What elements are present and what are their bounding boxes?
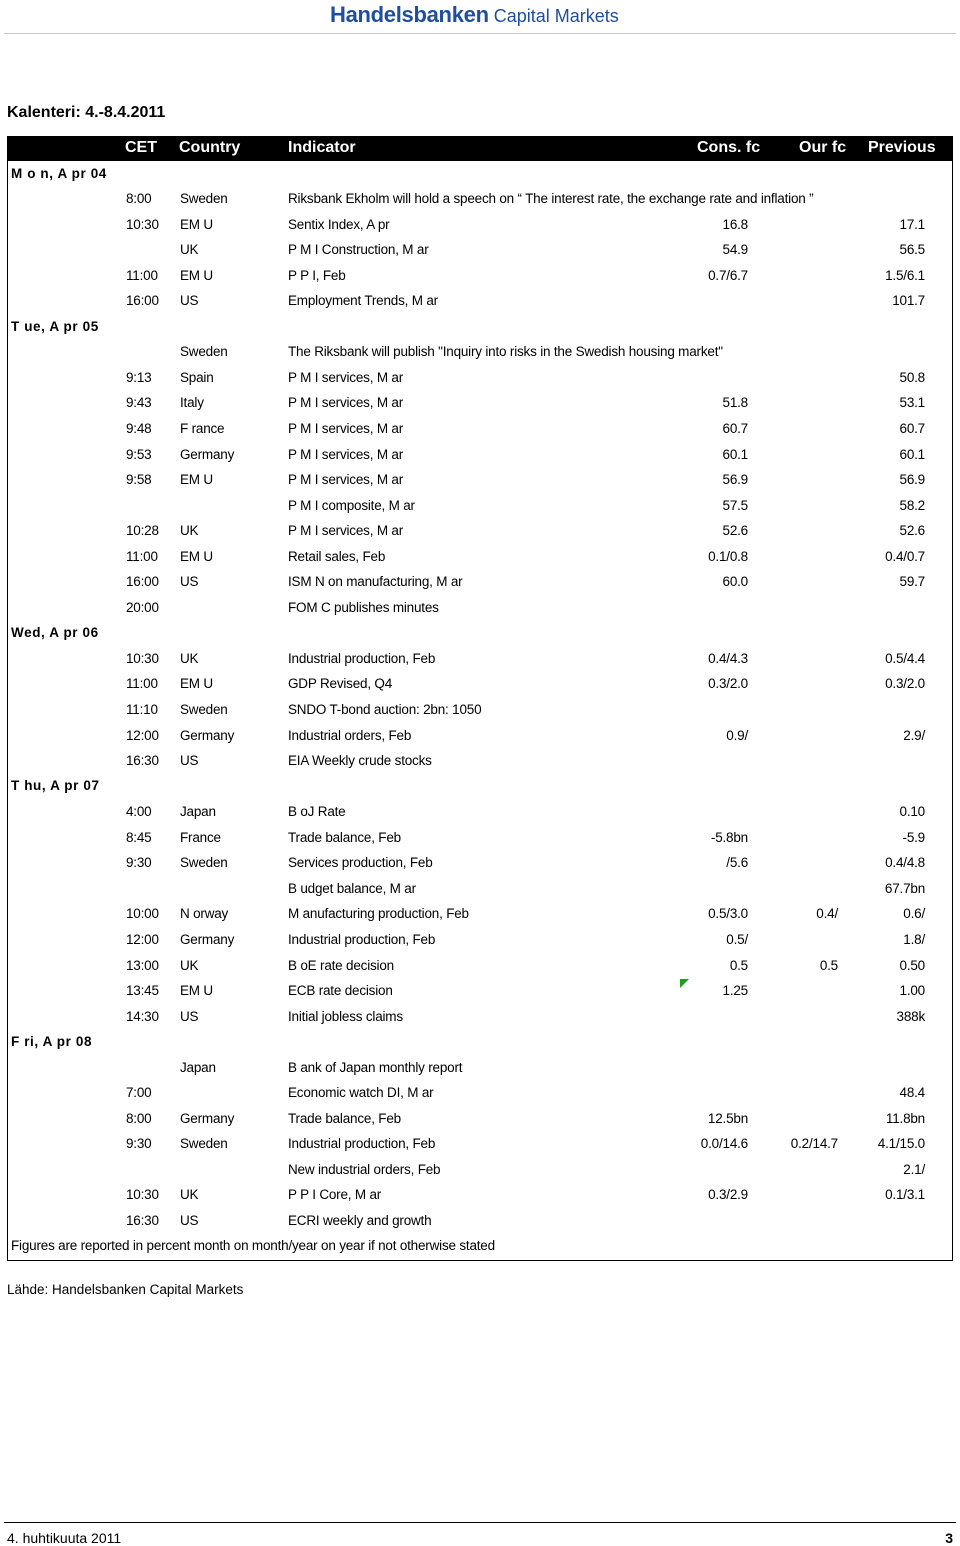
cell-indicator: SNDO T-bond auction: 2bn: 1050 bbox=[288, 702, 482, 717]
cell-cet: 13:00 bbox=[126, 958, 159, 973]
cell-country: US bbox=[180, 293, 199, 308]
footer-date: 4. huhtikuuta 2011 bbox=[7, 1530, 122, 1546]
cell-our-fc: 0.5 bbox=[819, 958, 838, 973]
cell-cons-fc: 52.6 bbox=[722, 523, 748, 538]
cell-cons-fc: 60.7 bbox=[722, 421, 748, 436]
cell-cet: 10:28 bbox=[126, 523, 159, 538]
cell-cons-fc: /5.6 bbox=[726, 855, 748, 870]
cell-cons-fc: 0.4/4.3 bbox=[708, 651, 748, 666]
cell-country: Germany bbox=[180, 932, 235, 947]
cell-indicator: B oE rate decision bbox=[288, 958, 394, 973]
cell-cet: 14:30 bbox=[126, 1009, 159, 1024]
cell-indicator: Retail sales, Feb bbox=[288, 549, 386, 564]
cell-previous: 1.00 bbox=[899, 983, 925, 998]
cell-previous: 58.2 bbox=[899, 498, 925, 513]
cell-cet: 11:00 bbox=[126, 549, 158, 564]
cell-indicator: B udget balance, M ar bbox=[288, 881, 416, 896]
cell-indicator: Industrial orders, Feb bbox=[288, 728, 412, 743]
cell-cons-fc: 0.5 bbox=[729, 958, 748, 973]
cell-country: UK bbox=[180, 242, 199, 257]
cell-indicator: B ank of Japan monthly report bbox=[288, 1060, 463, 1075]
cell-our-fc: 0.2/14.7 bbox=[790, 1136, 838, 1151]
cell-previous: 4.1/15.0 bbox=[877, 1136, 925, 1151]
footnote: Figures are reported in percent month on month/year on year if not otherwise stated bbox=[11, 1238, 495, 1253]
cell-previous: 388k bbox=[896, 1009, 925, 1024]
cell-cet: 9:13 bbox=[126, 370, 152, 385]
cell-country: Germany bbox=[180, 447, 235, 462]
cell-previous: 2.9/ bbox=[903, 728, 925, 743]
cell-previous: 56.9 bbox=[899, 472, 925, 487]
cell-country: Sweden bbox=[180, 855, 228, 870]
cell-previous: 48.4 bbox=[899, 1085, 925, 1100]
cell-cons-fc: 16.8 bbox=[722, 217, 748, 232]
cell-indicator: Sentix Index, A pr bbox=[288, 217, 390, 232]
cell-cet: 12:00 bbox=[126, 728, 159, 743]
cell-previous: 67.7bn bbox=[884, 881, 925, 896]
cell-cons-fc: 0.5/ bbox=[726, 932, 748, 947]
cell-previous: 56.5 bbox=[899, 242, 925, 257]
cell-country: US bbox=[180, 574, 199, 589]
cell-cet: 10:30 bbox=[126, 1187, 159, 1202]
cell-cons-fc: -5.8bn bbox=[710, 830, 748, 845]
cell-country: UK bbox=[180, 523, 199, 538]
cell-cet: 10:30 bbox=[126, 217, 159, 232]
footer-divider bbox=[4, 1522, 956, 1523]
cell-country: N orway bbox=[180, 906, 229, 921]
cell-previous: 1.5/6.1 bbox=[885, 268, 925, 283]
cell-previous: 2.1/ bbox=[903, 1162, 925, 1177]
cell-cons-fc: 0.0/14.6 bbox=[700, 1136, 748, 1151]
cell-cet: 4:00 bbox=[126, 804, 152, 819]
cell-indicator: Services production, Feb bbox=[288, 855, 433, 870]
cell-country: EM U bbox=[180, 549, 213, 564]
cell-cet: 12:00 bbox=[126, 932, 159, 947]
cell-indicator: P M I services, M ar bbox=[288, 421, 404, 436]
cell-cons-fc: 57.5 bbox=[722, 498, 748, 513]
cell-previous: 59.7 bbox=[899, 574, 925, 589]
cell-country: Sweden bbox=[180, 702, 228, 717]
cell-cet: 16:30 bbox=[126, 753, 159, 768]
cell-cons-fc: 12.5bn bbox=[707, 1111, 748, 1126]
cell-cet: 10:30 bbox=[126, 651, 159, 666]
cell-previous: 0.4/4.8 bbox=[885, 855, 925, 870]
cell-previous: 53.1 bbox=[899, 395, 925, 410]
cell-previous: 60.1 bbox=[899, 447, 925, 462]
cell-cet: 9:43 bbox=[126, 395, 152, 410]
cell-indicator: P P I, Feb bbox=[288, 268, 346, 283]
cell-country: Sweden bbox=[180, 344, 228, 359]
page-number: 3 bbox=[945, 1530, 953, 1546]
cell-cet: 7:00 bbox=[126, 1085, 152, 1100]
cell-cons-fc: 0.5/3.0 bbox=[708, 906, 748, 921]
cell-cet: 8:00 bbox=[126, 191, 152, 206]
cell-cet: 9:30 bbox=[126, 1136, 152, 1151]
cell-cons-fc: 60.0 bbox=[722, 574, 748, 589]
cell-country: Japan bbox=[180, 804, 216, 819]
cell-country: Sweden bbox=[180, 191, 228, 206]
cell-cet: 13:45 bbox=[126, 983, 159, 998]
cell-cons-fc: 56.9 bbox=[722, 472, 748, 487]
cell-previous: 0.4/0.7 bbox=[885, 549, 925, 564]
cell-our-fc: 0.4/ bbox=[816, 906, 838, 921]
cell-previous: 0.10 bbox=[899, 804, 925, 819]
cell-indicator: Employment Trends, M ar bbox=[288, 293, 438, 308]
cell-indicator: Industrial production, Feb bbox=[288, 1136, 436, 1151]
cell-cet: 20:00 bbox=[126, 600, 159, 615]
cell-previous: 0.1/3.1 bbox=[885, 1187, 925, 1202]
cell-indicator: FOM C publishes minutes bbox=[288, 600, 439, 615]
column-header-indicator: Indicator bbox=[288, 139, 356, 156]
cell-country: UK bbox=[180, 651, 199, 666]
cell-country: Germany bbox=[180, 1111, 235, 1126]
cell-indicator: Riksbank Ekholm will hold a speech on “ The interest rate, the exchange rate and inflation ” bbox=[288, 191, 814, 206]
cell-cet: 9:58 bbox=[126, 472, 152, 487]
cell-cet: 16:00 bbox=[126, 293, 159, 308]
cell-cet: 9:53 bbox=[126, 447, 152, 462]
cell-indicator: Economic watch DI, M ar bbox=[288, 1085, 434, 1100]
cell-previous: 60.7 bbox=[899, 421, 925, 436]
cell-indicator: New industrial orders, Feb bbox=[288, 1162, 441, 1177]
cell-cons-fc: 0.1/0.8 bbox=[708, 549, 748, 564]
cell-previous: 0.6/ bbox=[903, 906, 925, 921]
cell-country: Sweden bbox=[180, 1136, 228, 1151]
day-label: M o n, A pr 04 bbox=[11, 166, 107, 181]
cell-country: US bbox=[180, 1213, 199, 1228]
cell-cons-fc: 0.3/2.0 bbox=[708, 676, 748, 691]
day-label: T hu, A pr 07 bbox=[11, 778, 100, 793]
cell-previous: -5.9 bbox=[902, 830, 925, 845]
cell-previous: 52.6 bbox=[899, 523, 925, 538]
brand-name: Handelsbanken bbox=[330, 2, 489, 27]
cell-indicator: ECRI weekly and growth bbox=[288, 1213, 432, 1228]
cell-previous: 17.1 bbox=[899, 217, 925, 232]
cell-country: UK bbox=[180, 1187, 199, 1202]
column-header-cons-fc: Cons. fc bbox=[697, 139, 761, 156]
cell-cons-fc: 54.9 bbox=[722, 242, 748, 257]
cell-cet: 10:00 bbox=[126, 906, 159, 921]
cell-cet: 8:00 bbox=[126, 1111, 152, 1126]
cell-country: Spain bbox=[180, 370, 214, 385]
cell-indicator: Initial jobless claims bbox=[288, 1009, 403, 1024]
cell-indicator: ISM N on manufacturing, M ar bbox=[288, 574, 463, 589]
cell-country: EM U bbox=[180, 983, 213, 998]
cell-indicator: Trade balance, Feb bbox=[288, 1111, 401, 1126]
cell-country: EM U bbox=[180, 268, 213, 283]
cell-country: France bbox=[180, 830, 221, 845]
comment-marker-icon bbox=[680, 979, 689, 988]
cell-previous: 0.5/4.4 bbox=[885, 651, 925, 666]
cell-country: EM U bbox=[180, 217, 213, 232]
column-header-previous: Previous bbox=[868, 139, 936, 156]
cell-country: US bbox=[180, 753, 199, 768]
cell-cet: 11:00 bbox=[126, 676, 158, 691]
day-label: Wed, A pr 06 bbox=[11, 625, 99, 640]
cell-previous: 0.50 bbox=[899, 958, 925, 973]
cell-cet: 9:30 bbox=[126, 855, 152, 870]
cell-cet: 16:30 bbox=[126, 1213, 159, 1228]
day-label: T ue, A pr 05 bbox=[11, 319, 99, 334]
column-header-our-fc: Our fc bbox=[799, 139, 847, 156]
cell-indicator: The Riksbank will publish "Inquiry into risks in the Swedish housing market" bbox=[288, 344, 723, 359]
cell-previous: 101.7 bbox=[892, 293, 925, 308]
cell-cons-fc: 0.9/ bbox=[726, 728, 748, 743]
cell-indicator: P P I Core, M ar bbox=[288, 1187, 382, 1202]
cell-cons-fc: 0.7/6.7 bbox=[708, 268, 748, 283]
cell-previous: 50.8 bbox=[899, 370, 925, 385]
cell-cet: 11:00 bbox=[126, 268, 158, 283]
brand-subtitle: Capital Markets bbox=[493, 6, 619, 26]
table-bottom-rule bbox=[7, 1260, 953, 1261]
cell-indicator: P M I Construction, M ar bbox=[288, 242, 429, 257]
cell-cons-fc: 0.3/2.9 bbox=[708, 1187, 748, 1202]
cell-indicator: P M I services, M ar bbox=[288, 395, 404, 410]
cell-indicator: P M I services, M ar bbox=[288, 523, 404, 538]
cell-country: Germany bbox=[180, 728, 235, 743]
cell-indicator: ECB rate decision bbox=[288, 983, 393, 998]
cell-indicator: Trade balance, Feb bbox=[288, 830, 401, 845]
cell-cet: 9:48 bbox=[126, 421, 152, 436]
column-header-cet: CET bbox=[125, 139, 157, 156]
column-header-country: Country bbox=[179, 139, 241, 156]
cell-country: US bbox=[180, 1009, 199, 1024]
cell-country: UK bbox=[180, 958, 199, 973]
cell-cons-fc: 60.1 bbox=[722, 447, 748, 462]
cell-indicator: Industrial production, Feb bbox=[288, 651, 436, 666]
cell-indicator: P M I services, M ar bbox=[288, 447, 404, 462]
cell-country: F rance bbox=[180, 421, 225, 436]
cell-country: Japan bbox=[180, 1060, 216, 1075]
cell-country: Italy bbox=[180, 395, 204, 410]
cell-country: EM U bbox=[180, 676, 213, 691]
cell-cons-fc: 51.8 bbox=[722, 395, 748, 410]
cell-cet: 8:45 bbox=[126, 830, 152, 845]
page-title: Kalenteri: 4.-8.4.2011 bbox=[7, 104, 166, 121]
cell-cet: 16:00 bbox=[126, 574, 159, 589]
cell-indicator: GDP Revised, Q4 bbox=[288, 676, 393, 691]
cell-previous: 1.8/ bbox=[903, 932, 925, 947]
cell-country: EM U bbox=[180, 472, 213, 487]
cell-cons-fc: 1.25 bbox=[722, 983, 748, 998]
cell-indicator: M anufacturing production, Feb bbox=[288, 906, 469, 921]
cell-cet: 11:10 bbox=[126, 702, 158, 717]
cell-indicator: B oJ Rate bbox=[288, 804, 346, 819]
cell-indicator: P M I services, M ar bbox=[288, 370, 404, 385]
day-label: F ri, A pr 08 bbox=[11, 1034, 93, 1049]
cell-previous: 11.8bn bbox=[885, 1111, 925, 1126]
cell-indicator: P M I composite, M ar bbox=[288, 498, 415, 513]
cell-indicator: Industrial production, Feb bbox=[288, 932, 436, 947]
cell-indicator: EIA Weekly crude stocks bbox=[288, 753, 432, 768]
source-note: Lähde: Handelsbanken Capital Markets bbox=[7, 1282, 244, 1297]
cell-previous: 0.3/2.0 bbox=[885, 676, 925, 691]
cell-indicator: P M I services, M ar bbox=[288, 472, 404, 487]
